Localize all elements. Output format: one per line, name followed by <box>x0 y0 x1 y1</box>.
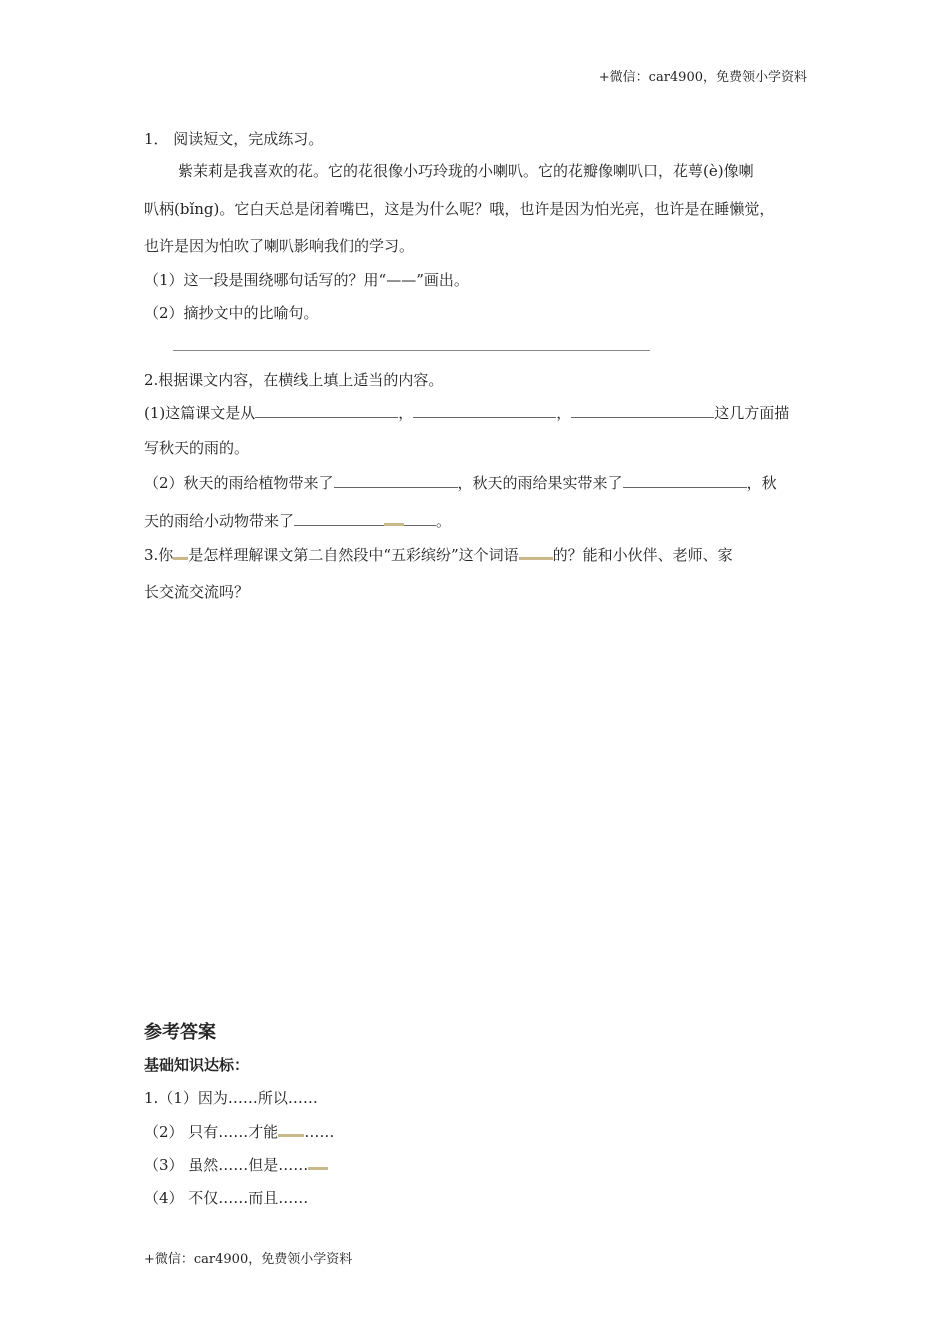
q2-sub2-cont <box>144 510 451 531</box>
q1-passage-line-1: 紫茉莉是我喜欢的花。它的花很像小巧玲珑的小喇叭。它的花瓣像喇叭口，花萼(è)像喇 <box>178 162 754 180</box>
q2-sub1-sep-1: ， <box>398 404 414 422</box>
q2-sub1-blank-3[interactable] <box>571 403 714 418</box>
highlight-mark <box>519 545 553 560</box>
q3-b: 是怎样理解课文第二自然段中“五彩缤纷”这个词语 <box>188 546 519 564</box>
page-footer: +微信：car4900，免费领小学资料 <box>144 1252 353 1267</box>
answers-title: 参考答案 <box>144 1022 216 1043</box>
answer-item-2 <box>144 1121 334 1142</box>
q2-sub2-c: ，秋 <box>746 474 777 492</box>
answer-item-3-text: （3） 虽然……但是…… <box>144 1156 309 1174</box>
q2-sub2-a: （2）秋天的雨给植物带来了 <box>144 474 334 492</box>
q2-sub1-blank-1[interactable] <box>255 403 398 418</box>
q2-sub2-blank-3a[interactable] <box>294 511 384 526</box>
q2-sub1 <box>144 402 789 423</box>
q2-sub2-blank-3b[interactable] <box>404 511 436 526</box>
q3-a: 3.你 <box>144 546 174 564</box>
highlight-mark <box>278 1122 304 1137</box>
q1-answer-line[interactable] <box>173 350 650 351</box>
answer-item-1: 1.（1）因为……所以…… <box>144 1089 318 1107</box>
q2-sub1-suffix: 这几方面描 <box>714 404 790 422</box>
answers-section: 基础知识达标： <box>144 1056 250 1074</box>
q2-sub2-blank-1[interactable] <box>334 473 458 488</box>
q1-sub1: （1）这一段是围绕哪句话写的？用“——”画出。 <box>144 271 469 289</box>
q2-sub1-sep-2: ， <box>556 404 572 422</box>
q2-sub1-blank-2[interactable] <box>413 403 556 418</box>
answer-item-4: （4） 不仅……而且…… <box>144 1189 309 1207</box>
q3-c: 的？能和小伙伴、老师、家 <box>552 546 733 564</box>
q2-sub2 <box>144 472 777 493</box>
q1-passage-line-2: 叭柄(bǐng)。它白天总是闭着嘴巴，这是为什么呢？哦，也许是因为怕光亮，也许是在睡懒觉， <box>144 200 775 218</box>
q3-line-2: 长交流交流吗？ <box>144 583 250 601</box>
q2-sub2-end: 。 <box>436 512 452 530</box>
q2-sub2-blank-2[interactable] <box>623 473 747 488</box>
q2-sub2-d: 天的雨给小动物带来了 <box>144 512 295 530</box>
q3-line-1 <box>144 544 733 565</box>
q2-title: 2.根据课文内容，在横线上填上适当的内容。 <box>144 371 444 389</box>
page-header: +微信：car4900，免费领小学资料 <box>598 70 807 85</box>
highlight-mark <box>173 545 188 560</box>
q1-sub2: （2）摘抄文中的比喻句。 <box>144 304 319 322</box>
highlight-mark <box>384 511 404 526</box>
highlight-mark <box>308 1155 328 1170</box>
answer-item-3 <box>144 1154 328 1175</box>
q1-passage-line-3: 也许是因为怕吹了喇叭影响我们的学习。 <box>144 237 415 255</box>
q2-sub2-b: ，秋天的雨给果实带来了 <box>457 474 623 492</box>
q1-title: 1． 阅读短文，完成练习。 <box>144 130 324 148</box>
answer-item-2-tail: …… <box>304 1123 335 1141</box>
answer-item-2-text: （2） 只有……才能 <box>144 1123 279 1141</box>
q2-sub1-prefix: (1)这篇课文是从 <box>144 404 256 422</box>
q2-sub1-cont: 写秋天的雨的。 <box>144 439 250 457</box>
